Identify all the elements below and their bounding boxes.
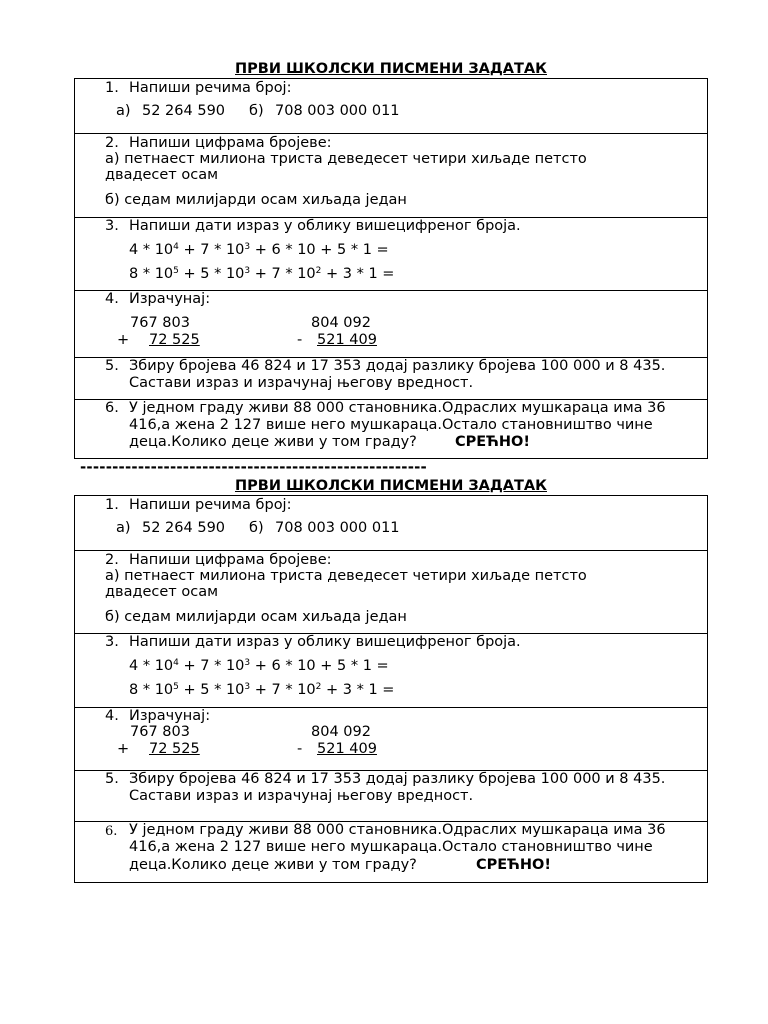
task-line-1: У једном граду живи 88 000 становника.Одраслих мушкараца има 36 — [129, 400, 666, 416]
task-2 — [75, 133, 707, 217]
task-line-1: Збиру бројева 46 824 и 17 353 додај разлику бројева 100 000 и 8 435. — [129, 358, 666, 374]
task-table — [74, 78, 708, 459]
task-line-3: деца.Колико деце живи у том граду? — [129, 434, 417, 450]
option-a-label: а) — [116, 520, 131, 536]
task-line-1: У једном граду живи 88 000 становника.Одраслих мушкараца има 36 — [129, 822, 666, 838]
task-number: 4. — [105, 291, 119, 307]
task-text: Напиши речима број: — [129, 80, 292, 96]
task-number: 2. — [105, 552, 119, 568]
task-number: 1. — [105, 497, 119, 513]
expression-2: $8 * 10^5 + 5 * 10^3 + 7 * 10^2 + 3 * 1$ = — [129, 266, 395, 282]
task-2 — [75, 550, 707, 633]
task-text: Напиши речима број: — [129, 497, 292, 513]
worksheet-title: ПРВИ ШКОЛСКИ ПИСМЕНИ ЗАДАТАК — [235, 61, 547, 77]
task-4 — [75, 707, 707, 770]
task-number: 5. — [105, 771, 119, 787]
task-4 — [75, 290, 707, 357]
closing-greeting: СРЕЋНО! — [455, 434, 530, 450]
task-6 — [75, 821, 707, 882]
task-5 — [75, 357, 707, 399]
task-line-2: Састави израз и израчунај његову вредност. — [129, 788, 474, 804]
subtraction-sign: - — [297, 741, 303, 757]
task-3 — [75, 633, 707, 707]
option-a-line-2: двадесет осам — [105, 167, 219, 183]
task-line-2: Састави израз и израчунај његову вредност. — [129, 375, 474, 391]
subtraction-top: 804 092 — [311, 724, 371, 740]
expression-2: $8 * 10^5 + 5 * 10^3 + 7 * 10^2 + 3 * 1$ = — [129, 682, 395, 698]
task-line-2: 416,а жена 2 127 више него мушкараца.Остало становништво чине — [129, 839, 653, 855]
option-a-line-2: двадесет осам — [105, 584, 219, 600]
addition-bottom: 72 525 — [149, 741, 200, 757]
option-a-value: 52 264 590 — [142, 520, 226, 536]
worksheet-1 — [74, 60, 708, 459]
task-number: 6. — [105, 400, 119, 416]
task-text: Напиши цифрама бројеве: — [129, 135, 332, 151]
task-line-1: Збиру бројева 46 824 и 17 353 додај разлику бројева 100 000 и 8 435. — [129, 771, 666, 787]
option-b-line: б) седам милијарди осам хиљада један — [105, 192, 407, 208]
task-text: Напиши дати израз у облику вишецифреног броја. — [129, 634, 521, 650]
worksheet-2 — [74, 477, 708, 883]
option-a-line-1: а) петнаест милиона триста деведесет четири хиљаде петсто — [105, 151, 587, 167]
option-b-label: б) — [249, 103, 264, 119]
task-text: Израчунај: — [129, 708, 211, 724]
addition-bottom: 72 525 — [149, 332, 200, 348]
task-1 — [75, 79, 707, 133]
addition-sign: + — [117, 741, 130, 757]
option-a-value: 52 264 590 — [142, 103, 226, 119]
subtraction-bottom: 521 409 — [317, 741, 377, 757]
expression-1: $4 * 10^4 + 7 * 10^3 + 6 * 10 + 5 * 1$ = — [129, 658, 389, 674]
task-number: 6. — [105, 824, 118, 839]
expression-1: $4 * 10^4 + 7 * 10^3 + 6 * 10 + 5 * 1$ = — [129, 242, 389, 258]
addition-top: 767 803 — [130, 724, 190, 740]
option-a-line-1: а) петнаест милиона триста деведесет четири хиљаде петсто — [105, 568, 587, 584]
task-3 — [75, 217, 707, 290]
closing-greeting: СРЕЋНО! — [476, 857, 551, 873]
task-text: Израчунај: — [129, 291, 211, 307]
addition-sign: + — [117, 332, 130, 348]
task-number: 3. — [105, 218, 119, 234]
task-number: 4. — [105, 708, 119, 724]
option-b-line: б) седам милијарди осам хиљада један — [105, 609, 407, 625]
task-1 — [75, 496, 707, 550]
task-line-3: деца.Колико деце живи у том граду? — [129, 857, 417, 873]
option-b-label: б) — [249, 520, 264, 536]
task-number: 1. — [105, 80, 119, 96]
task-number: 3. — [105, 634, 119, 650]
task-text: Напиши цифрама бројеве: — [129, 552, 332, 568]
option-b-value: 708 003 000 011 — [275, 520, 400, 536]
addition-top: 767 803 — [130, 315, 190, 331]
worksheet-title: ПРВИ ШКОЛСКИ ПИСМЕНИ ЗАДАТАК — [235, 478, 547, 494]
option-b-value: 708 003 000 011 — [275, 103, 400, 119]
task-5 — [75, 770, 707, 821]
task-number: 5. — [105, 358, 119, 374]
task-6 — [75, 399, 707, 458]
task-table — [74, 495, 708, 883]
cut-separator: ------------------------------------------------------ — [80, 458, 427, 476]
option-a-label: а) — [116, 103, 131, 119]
subtraction-bottom: 521 409 — [317, 332, 377, 348]
task-text: Напиши дати израз у облику вишецифреног броја. — [129, 218, 521, 234]
task-line-2: 416,а жена 2 127 више него мушкараца.Остало становништво чине — [129, 417, 653, 433]
subtraction-top: 804 092 — [311, 315, 371, 331]
task-number: 2. — [105, 135, 119, 151]
subtraction-sign: - — [297, 332, 303, 348]
